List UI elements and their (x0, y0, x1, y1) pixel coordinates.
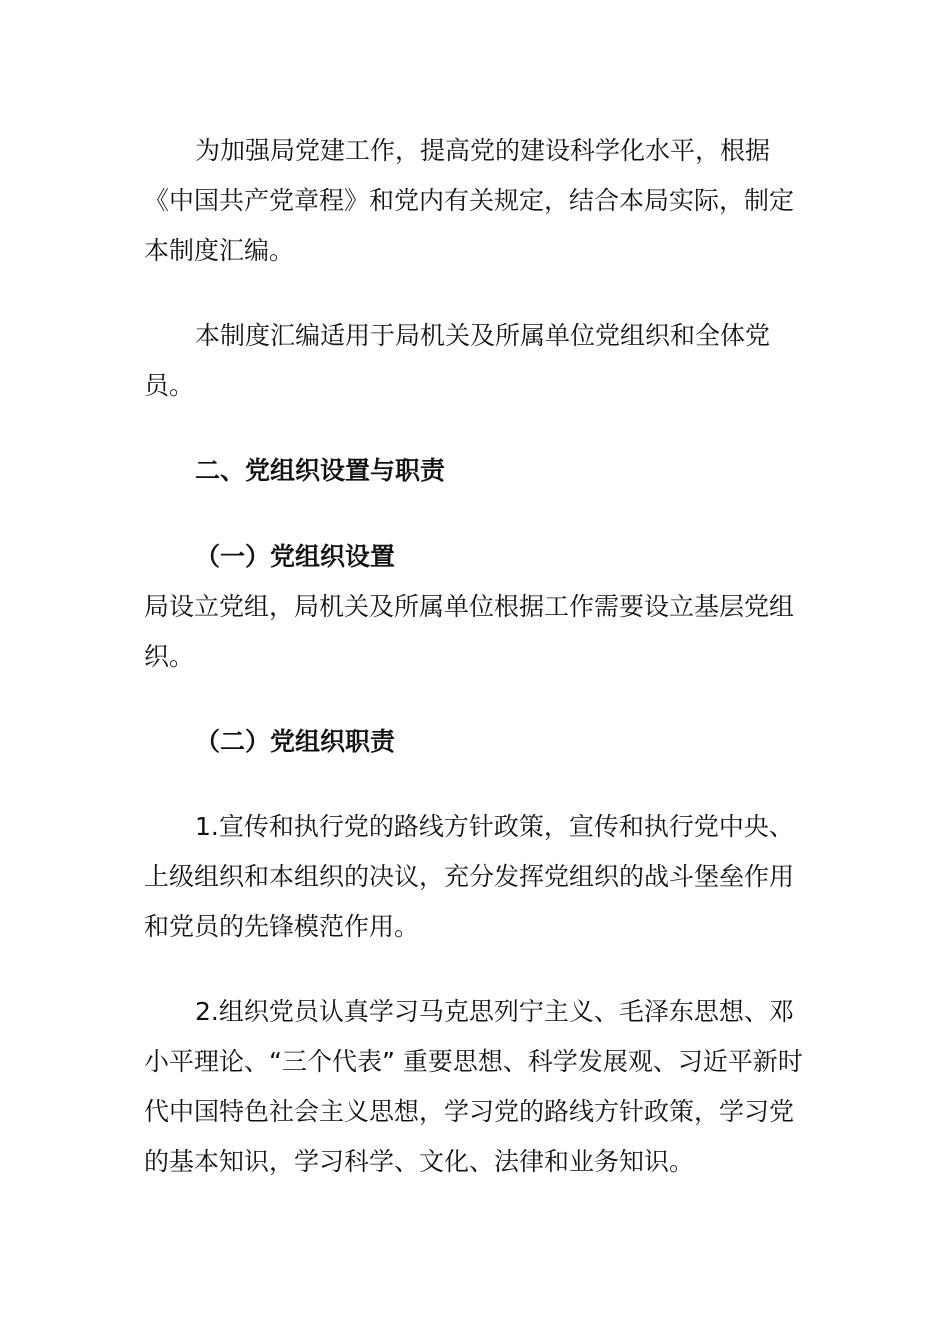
intro-paragraph: 为加强局党建工作，提高党的建设科学化水平，根据《中国共产党章程》和党内有关规定，结合本局实际，制定本制度汇编。 (144, 136, 795, 265)
subsection-one-body: 局设立党组，局机关及所属单位根据工作需要设立基层党组织。 (144, 592, 795, 671)
duty-item-2: 2.组织党员认真学习马克思列宁主义、毛泽东思想、邓小平理论、“三个代表” 重要思想、科学发展观、习近平新时代中国特色社会主义思想，学习党的路线方针政策，学习党的基本知识，学习科学、文化、法律和业务知识。 (144, 997, 803, 1176)
duty-item-1: 1.宣传和执行党的路线方针政策，宣传和执行党中央、上级组织和本组织的决议，充分发挥党组织的战斗堡垒作用和党员的先锋模范作用。 (144, 812, 795, 941)
subsection-two-heading: （二）党组织职责 (195, 727, 396, 756)
section-two-heading: 二、党组织设置与职责 (195, 456, 446, 485)
subsection-one-heading: （一）党组织设置 (195, 542, 396, 571)
scope-paragraph: 本制度汇编适用于局机关及所属单位党组织和全体党员。 (144, 321, 771, 400)
